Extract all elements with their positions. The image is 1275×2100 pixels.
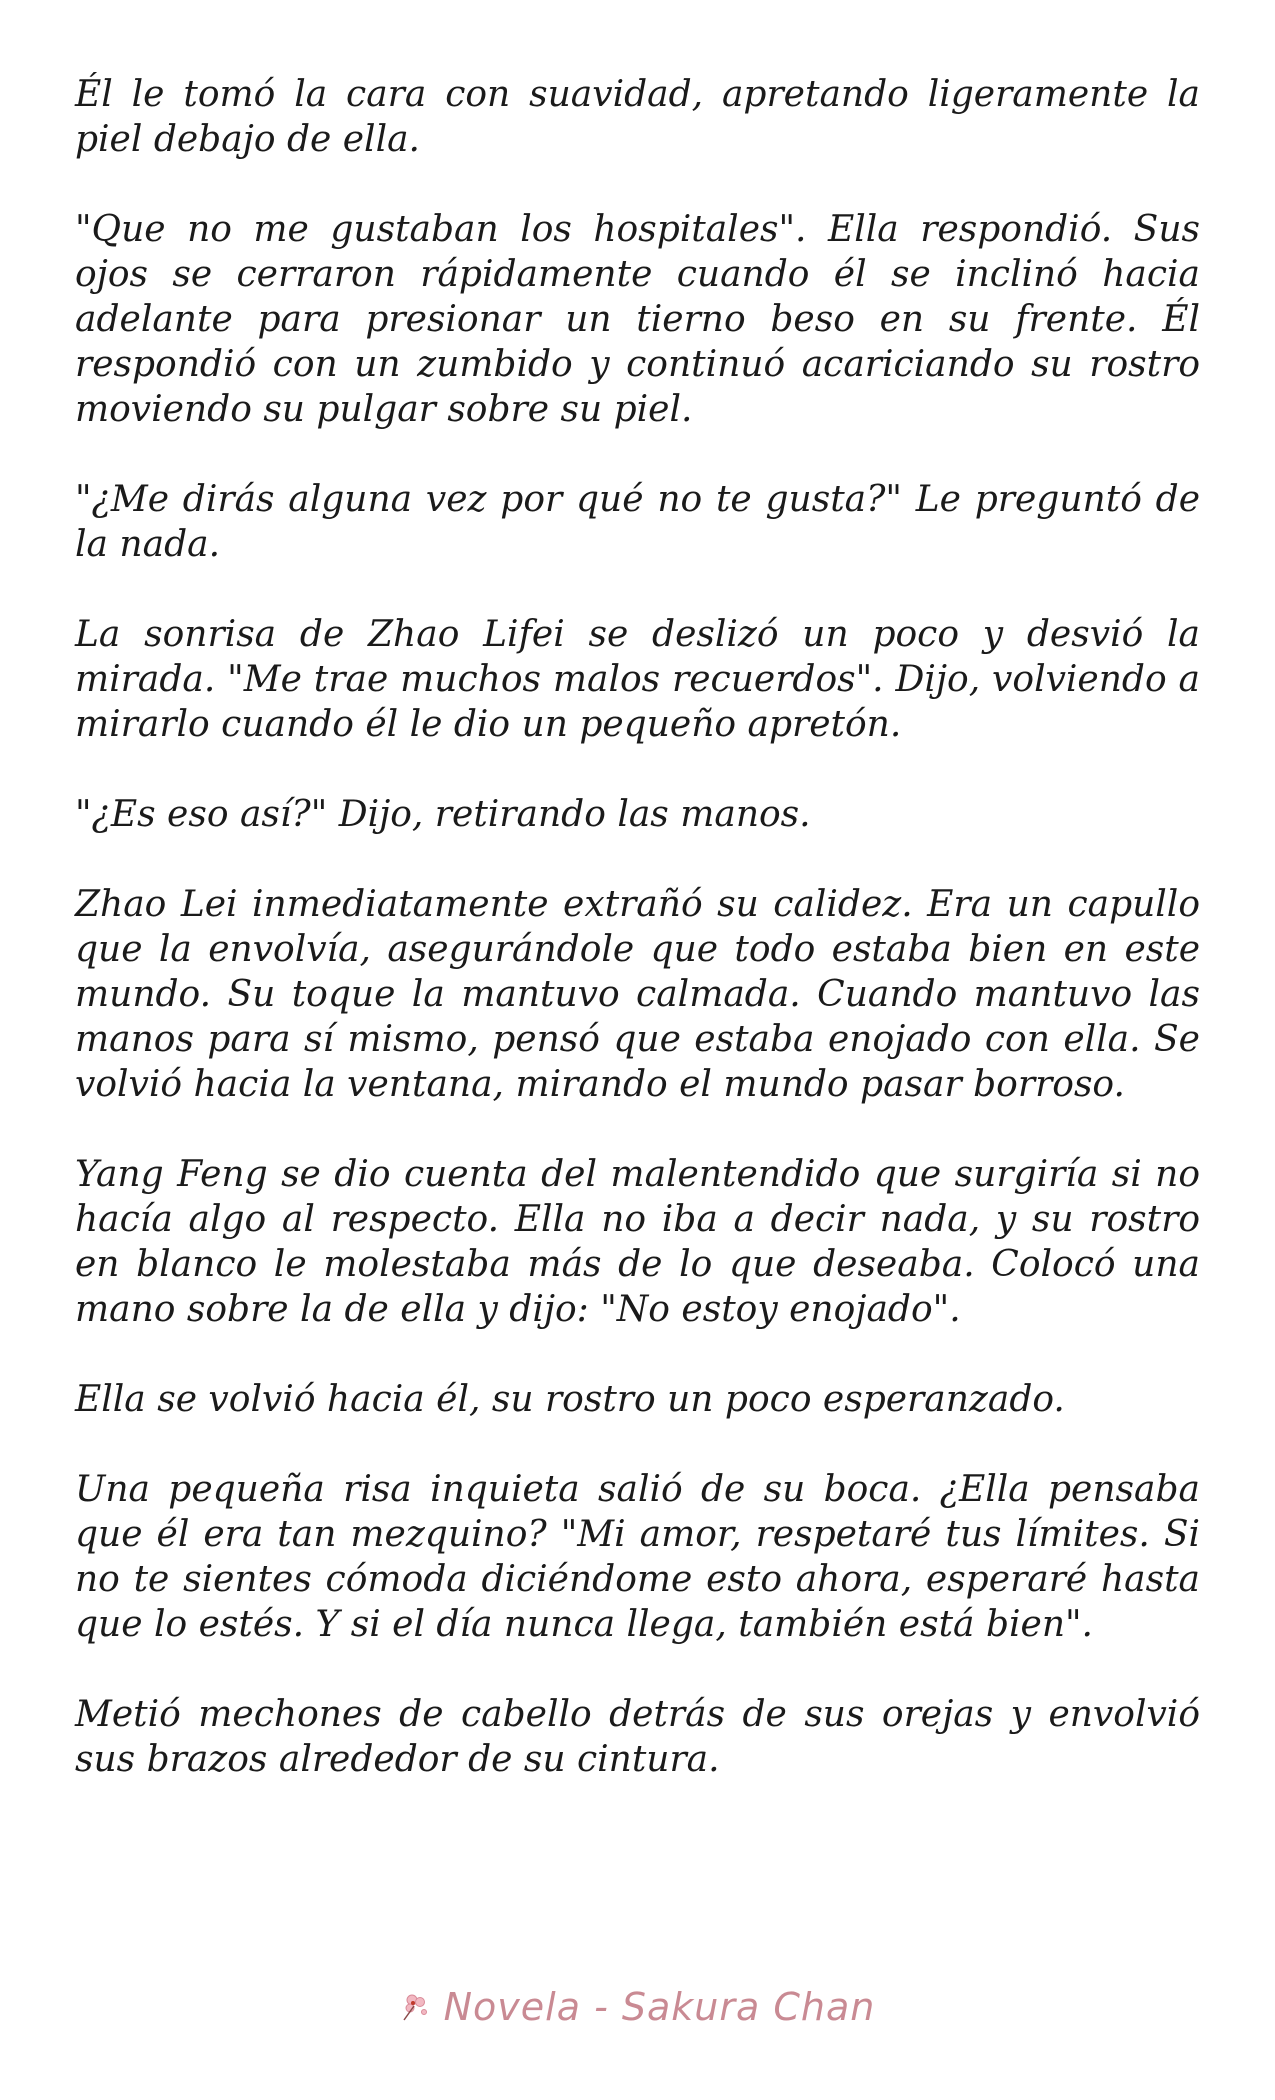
paragraph: Él le tomó la cara con suavidad, apretando ligeramente la piel debajo de ella. — [75, 74, 1200, 160]
paragraph: Yang Feng se dio cuenta del malentendido que surgiría si no hacía algo al respecto. Ella no iba a decir nada, y su rostro en blanco le molestaba más de lo que deseaba. Colocó una mano sobre la de ella y dijo: "No estoy enojado". — [75, 1154, 1200, 1330]
paragraph: Una pequeña risa inquieta salió de su boca. ¿Ella pensaba que él era tan mezquino? "Mi amor, respetaré tus límites. Si no te sientes cómoda diciéndome esto ahora, esperaré hasta que lo estés. Y si el día nunca llega, también está bien". — [75, 1469, 1200, 1645]
sakura-flower-icon — [400, 1990, 434, 2024]
story-text — [75, 72, 1200, 1782]
paragraph: "¿Me dirás alguna vez por qué no te gusta?" Le preguntó de la nada. — [75, 479, 1200, 565]
watermark-text: Novela - Sakura Chan — [443, 1985, 876, 2029]
paragraph: "Que no me gustaban los hospitales". Ella respondió. Sus ojos se cerraron rápidamente cuando él se inclinó hacia adelante para presionar un tierno beso en su frente. Él respondió con un zumbido y continuó acariciando su rostro moviendo su pulgar sobre su piel. — [75, 209, 1200, 430]
watermark — [0, 1982, 1275, 2032]
paragraph: "¿Es eso así?" Dijo, retirando las manos. — [75, 794, 811, 835]
paragraph: Metió mechones de cabello detrás de sus orejas y envolvió sus brazos alrededor de su cintura. — [75, 1694, 1200, 1780]
paragraph: Ella se volvió hacia él, su rostro un poco esperanzado. — [75, 1379, 1065, 1420]
paragraph: Zhao Lei inmediatamente extrañó su calidez. Era un capullo que la envolvía, asegurándole que todo estaba bien en este mundo. Su toque la mantuvo calmada. Cuando mantuvo las manos para sí mismo, pensó que estaba enojado con ella. Se volvió hacia la ventana, mirando el mundo pasar borroso. — [75, 884, 1200, 1105]
paragraph: La sonrisa de Zhao Lifei se deslizó un poco y desvió la mirada. "Me trae muchos malos recuerdos". Dijo, volviendo a mirarlo cuando él le dio un pequeño apretón. — [75, 614, 1200, 745]
